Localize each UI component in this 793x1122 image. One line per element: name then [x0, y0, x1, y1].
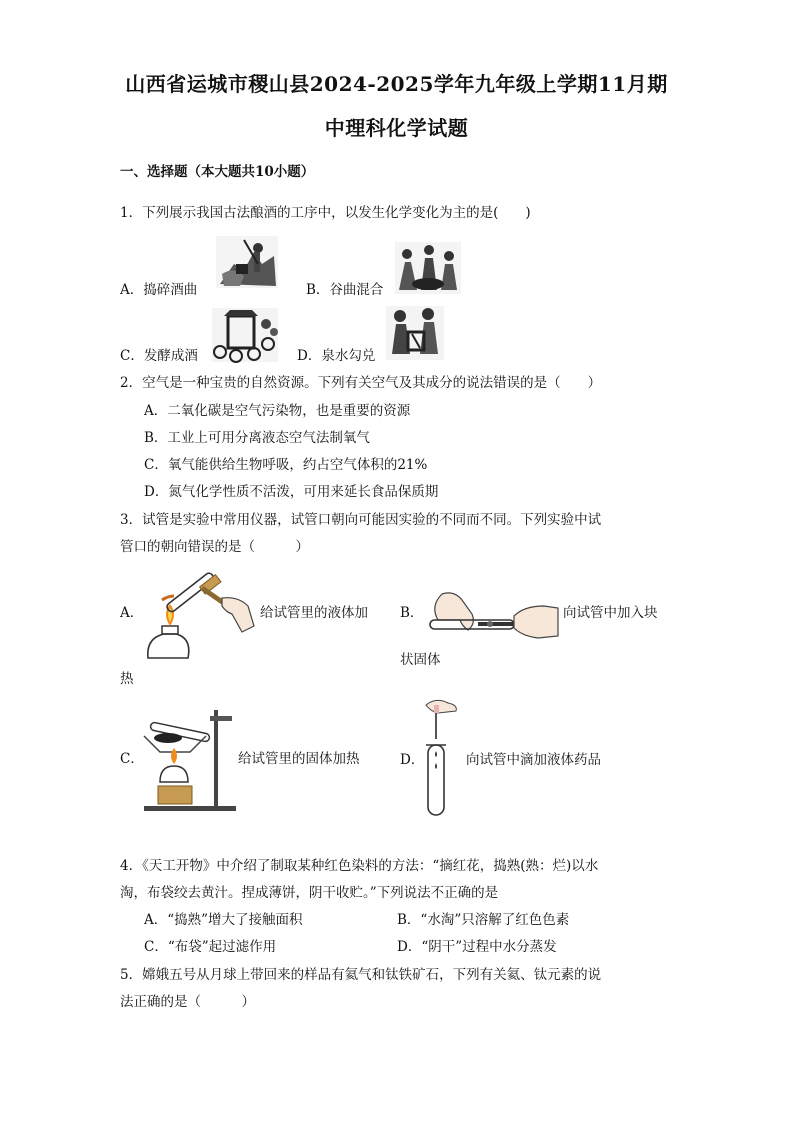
q3-option-c-image [140, 702, 240, 814]
q4-stem-line-2: 淘，布袋绞去黄汁。捏成薄饼，阴干收贮。”下列说法不正确的是 [120, 885, 499, 901]
q1-option-a-image [214, 234, 280, 290]
q1-option-a[interactable]: A．捣碎酒曲 [120, 282, 198, 298]
q3-option-a-image [142, 566, 257, 662]
q3-option-b-text-cont: 状固体 [400, 652, 441, 668]
q1-option-d[interactable]: D．泉水勾兑 [297, 348, 376, 364]
q1-stem: 1．下列展示我国古法酿酒的工序中，以发生化学变化为主的是( ) [120, 205, 531, 221]
q4-option-a[interactable]: A．“捣熟”增大了接触面积 [144, 912, 303, 928]
q5-stem-line-1: 5．嫦娥五号从月球上带回来的样品有氦气和钛铁矿石，下列有关氦、钛元素的说 [120, 967, 602, 983]
q4-option-b[interactable]: B．“水淘”只溶解了红色色素 [397, 912, 570, 928]
q1-option-c[interactable]: C．发酵成酒 [120, 348, 198, 364]
q2-stem: 2．空气是一种宝贵的自然资源。下列有关空气及其成分的说法错误的是（ ） [120, 375, 602, 391]
q3-option-b-image [428, 586, 560, 646]
title-line-2: 中理科化学试题 [324, 116, 469, 140]
q4-option-c[interactable]: C．“布袋”起过滤作用 [144, 939, 277, 955]
q3-option-d-label[interactable]: D． [400, 752, 425, 768]
q3-option-b-label[interactable]: B． [400, 605, 424, 621]
q1-option-c-image [210, 306, 280, 364]
q3-option-b-text: 向试管中加入块 [563, 605, 658, 621]
q2-option-c[interactable]: C．氧气能供给生物呼吸，约占空气体积的21% [144, 457, 428, 473]
q3-stem-line-2: 管口的朝向错误的是（ ） [120, 539, 309, 555]
q2-option-b[interactable]: B．工业上可用分离液态空气法制氧气 [144, 430, 370, 446]
q1-option-d-image [384, 304, 446, 362]
q2-option-d[interactable]: D．氮气化学性质不活泼，可用来延长食品保质期 [144, 484, 439, 500]
q3-option-c-label[interactable]: C． [120, 751, 144, 767]
section-heading: 一、选择题（本大题共10小题） [120, 164, 315, 180]
q3-stem-line-1: 3．试管是实验中常用仪器，试管口朝向可能因实验的不同而不同。下列实验中试 [120, 512, 602, 528]
q5-stem-line-2: 法正确的是（ ） [120, 994, 255, 1010]
q4-stem-line-1: 4．《天工开物》中介绍了制取某种红色染料的方法：“摘红花，捣熟(熟：烂)以水 [120, 858, 599, 874]
q3-option-d-text: 向试管中滴加液体药品 [466, 752, 601, 768]
q1-option-b[interactable]: B．谷曲混合 [306, 282, 384, 298]
q3-option-a-text-cont: 热 [120, 671, 134, 687]
q3-option-d-image [418, 695, 462, 821]
title-line-1: 山西省运城市稷山县2024-2025学年九年级上学期11月期 [125, 72, 668, 96]
q3-option-a-text: 给试管里的液体加 [260, 605, 368, 621]
q1-option-b-image [393, 240, 463, 296]
q2-option-a[interactable]: A．二氧化碳是空气污染物，也是重要的资源 [144, 403, 411, 419]
q3-option-a-label[interactable]: A． [120, 605, 144, 621]
q3-option-c-text: 给试管里的固体加热 [238, 751, 360, 767]
q4-option-d[interactable]: D．“阴干”过程中水分蒸发 [397, 939, 557, 955]
